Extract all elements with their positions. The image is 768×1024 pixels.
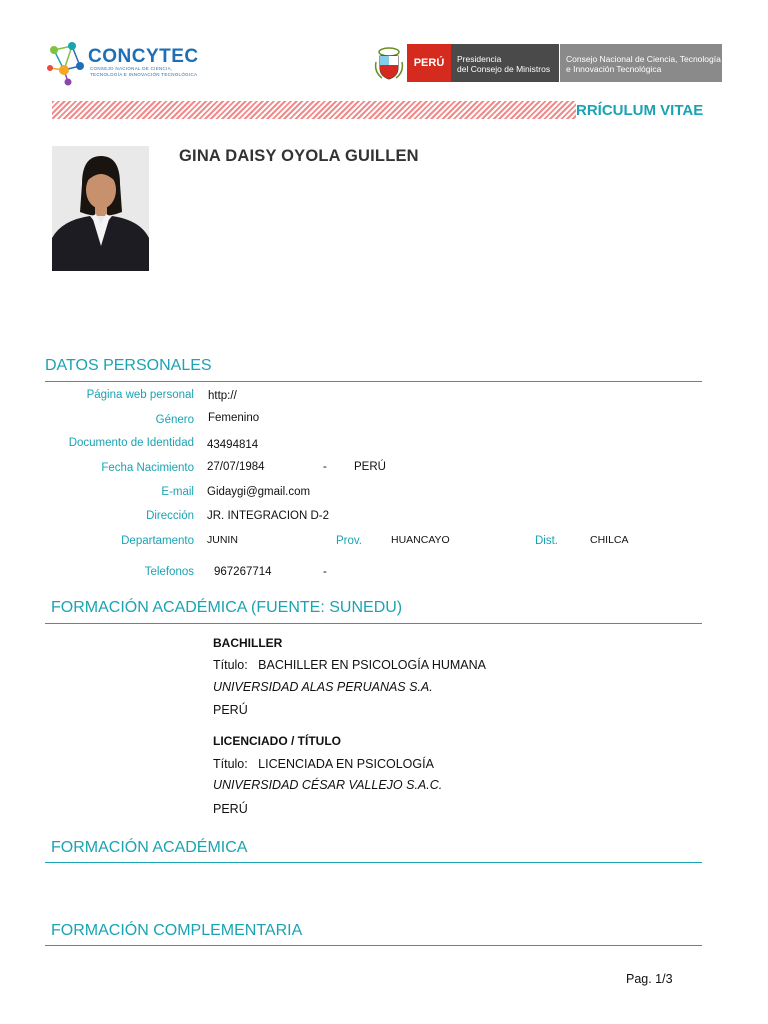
- section-divider: [45, 945, 702, 946]
- section-divider: [45, 862, 702, 863]
- label-district: Dist.: [535, 535, 558, 547]
- label-province: Prov.: [336, 535, 362, 547]
- value-email[interactable]: Gidaygi@gmail.com: [207, 486, 311, 498]
- label-department: Departamento: [121, 535, 194, 547]
- gov-pcm-line2: del Consejo de Ministros: [457, 64, 551, 74]
- label-gender: Género: [155, 414, 194, 426]
- label-phone: Telefonos: [144, 566, 194, 578]
- degree-title-line: [213, 757, 434, 771]
- value-province: HUANCAYO: [391, 534, 450, 546]
- gov-pcm-badge: [451, 44, 559, 82]
- value-address: JR. INTEGRACION D-2: [207, 510, 330, 522]
- value-id: 43494814: [207, 439, 259, 451]
- degree-country: PERÚ: [213, 802, 248, 816]
- section-title-complementary: FORMACIÓN COMPLEMENTARIA: [51, 922, 303, 939]
- label-address: Dirección: [146, 510, 194, 522]
- degree-title: BACHILLER EN PSICOLOGÍA HUMANA: [258, 658, 487, 672]
- peru-shield-icon: [372, 44, 406, 82]
- concytec-subtitle-line1: CONSEJO NACIONAL DE CIENCIA,: [90, 66, 173, 71]
- section-title-academic-sunedu: FORMACIÓN ACADÉMICA (FUENTE: SUNEDU): [51, 599, 403, 616]
- degree-university: UNIVERSIDAD CÉSAR VALLEJO S.A.C.: [213, 778, 443, 792]
- value-gender: Femenino: [208, 412, 260, 424]
- degree-country: PERÚ: [213, 703, 248, 717]
- label-website: Página web personal: [86, 389, 194, 401]
- degree-university: UNIVERSIDAD ALAS PERUANAS S.A.: [213, 680, 433, 694]
- phone-separator: -: [323, 566, 327, 578]
- page-number: Pag. 1/3: [626, 972, 673, 986]
- section-title-personal-data: DATOS PERSONALES: [45, 357, 212, 374]
- degree-level: BACHILLER: [213, 636, 283, 650]
- gov-council-badge: [560, 44, 722, 82]
- birth-separator: -: [323, 461, 327, 473]
- concytec-subtitle-line2: TECNOLOGÍA E INNOVACIÓN TECNOLÓGICA: [90, 72, 198, 77]
- person-name: GINA DAISY OYOLA GUILLEN: [179, 147, 419, 165]
- value-department: JUNIN: [207, 534, 238, 546]
- label-email: E-mail: [161, 486, 194, 498]
- value-website[interactable]: http://: [208, 390, 237, 402]
- value-phone: 967267714: [214, 566, 272, 578]
- label-id: Documento de Identidad: [68, 437, 194, 449]
- section-divider: [45, 381, 702, 382]
- value-birth-date: 27/07/1984: [207, 461, 265, 473]
- network-logo-icon: [46, 40, 90, 88]
- value-district: CHILCA: [590, 534, 629, 546]
- degree-title-line: [213, 658, 486, 672]
- gov-council-line1: Consejo Nacional de Ciencia, Tecnología: [566, 54, 721, 64]
- label-birth: Fecha Nacimiento: [101, 462, 194, 474]
- section-title-academic: FORMACIÓN ACADÉMICA: [51, 839, 248, 856]
- section-divider: [45, 623, 702, 624]
- redacted-bar: [52, 101, 576, 119]
- degree-title-label: Título:: [213, 757, 248, 771]
- profile-photo: [52, 146, 149, 271]
- value-birth-country: PERÚ: [354, 461, 386, 473]
- gov-council-line2: e Innovación Tecnológica: [566, 64, 662, 74]
- cv-title: RRÍCULUM VITAE: [576, 102, 704, 119]
- degree-level: LICENCIADO / TÍTULO: [213, 734, 341, 748]
- concytec-wordmark: CONCYTEC: [88, 46, 199, 67]
- gov-pcm-line1: Presidencia: [457, 54, 502, 64]
- degree-title: LICENCIADA EN PSICOLOGÍA: [258, 757, 434, 771]
- degree-title-label: Título:: [213, 658, 248, 672]
- concytec-subtitle: [90, 66, 197, 78]
- gov-peru-badge: PERÚ: [407, 44, 451, 82]
